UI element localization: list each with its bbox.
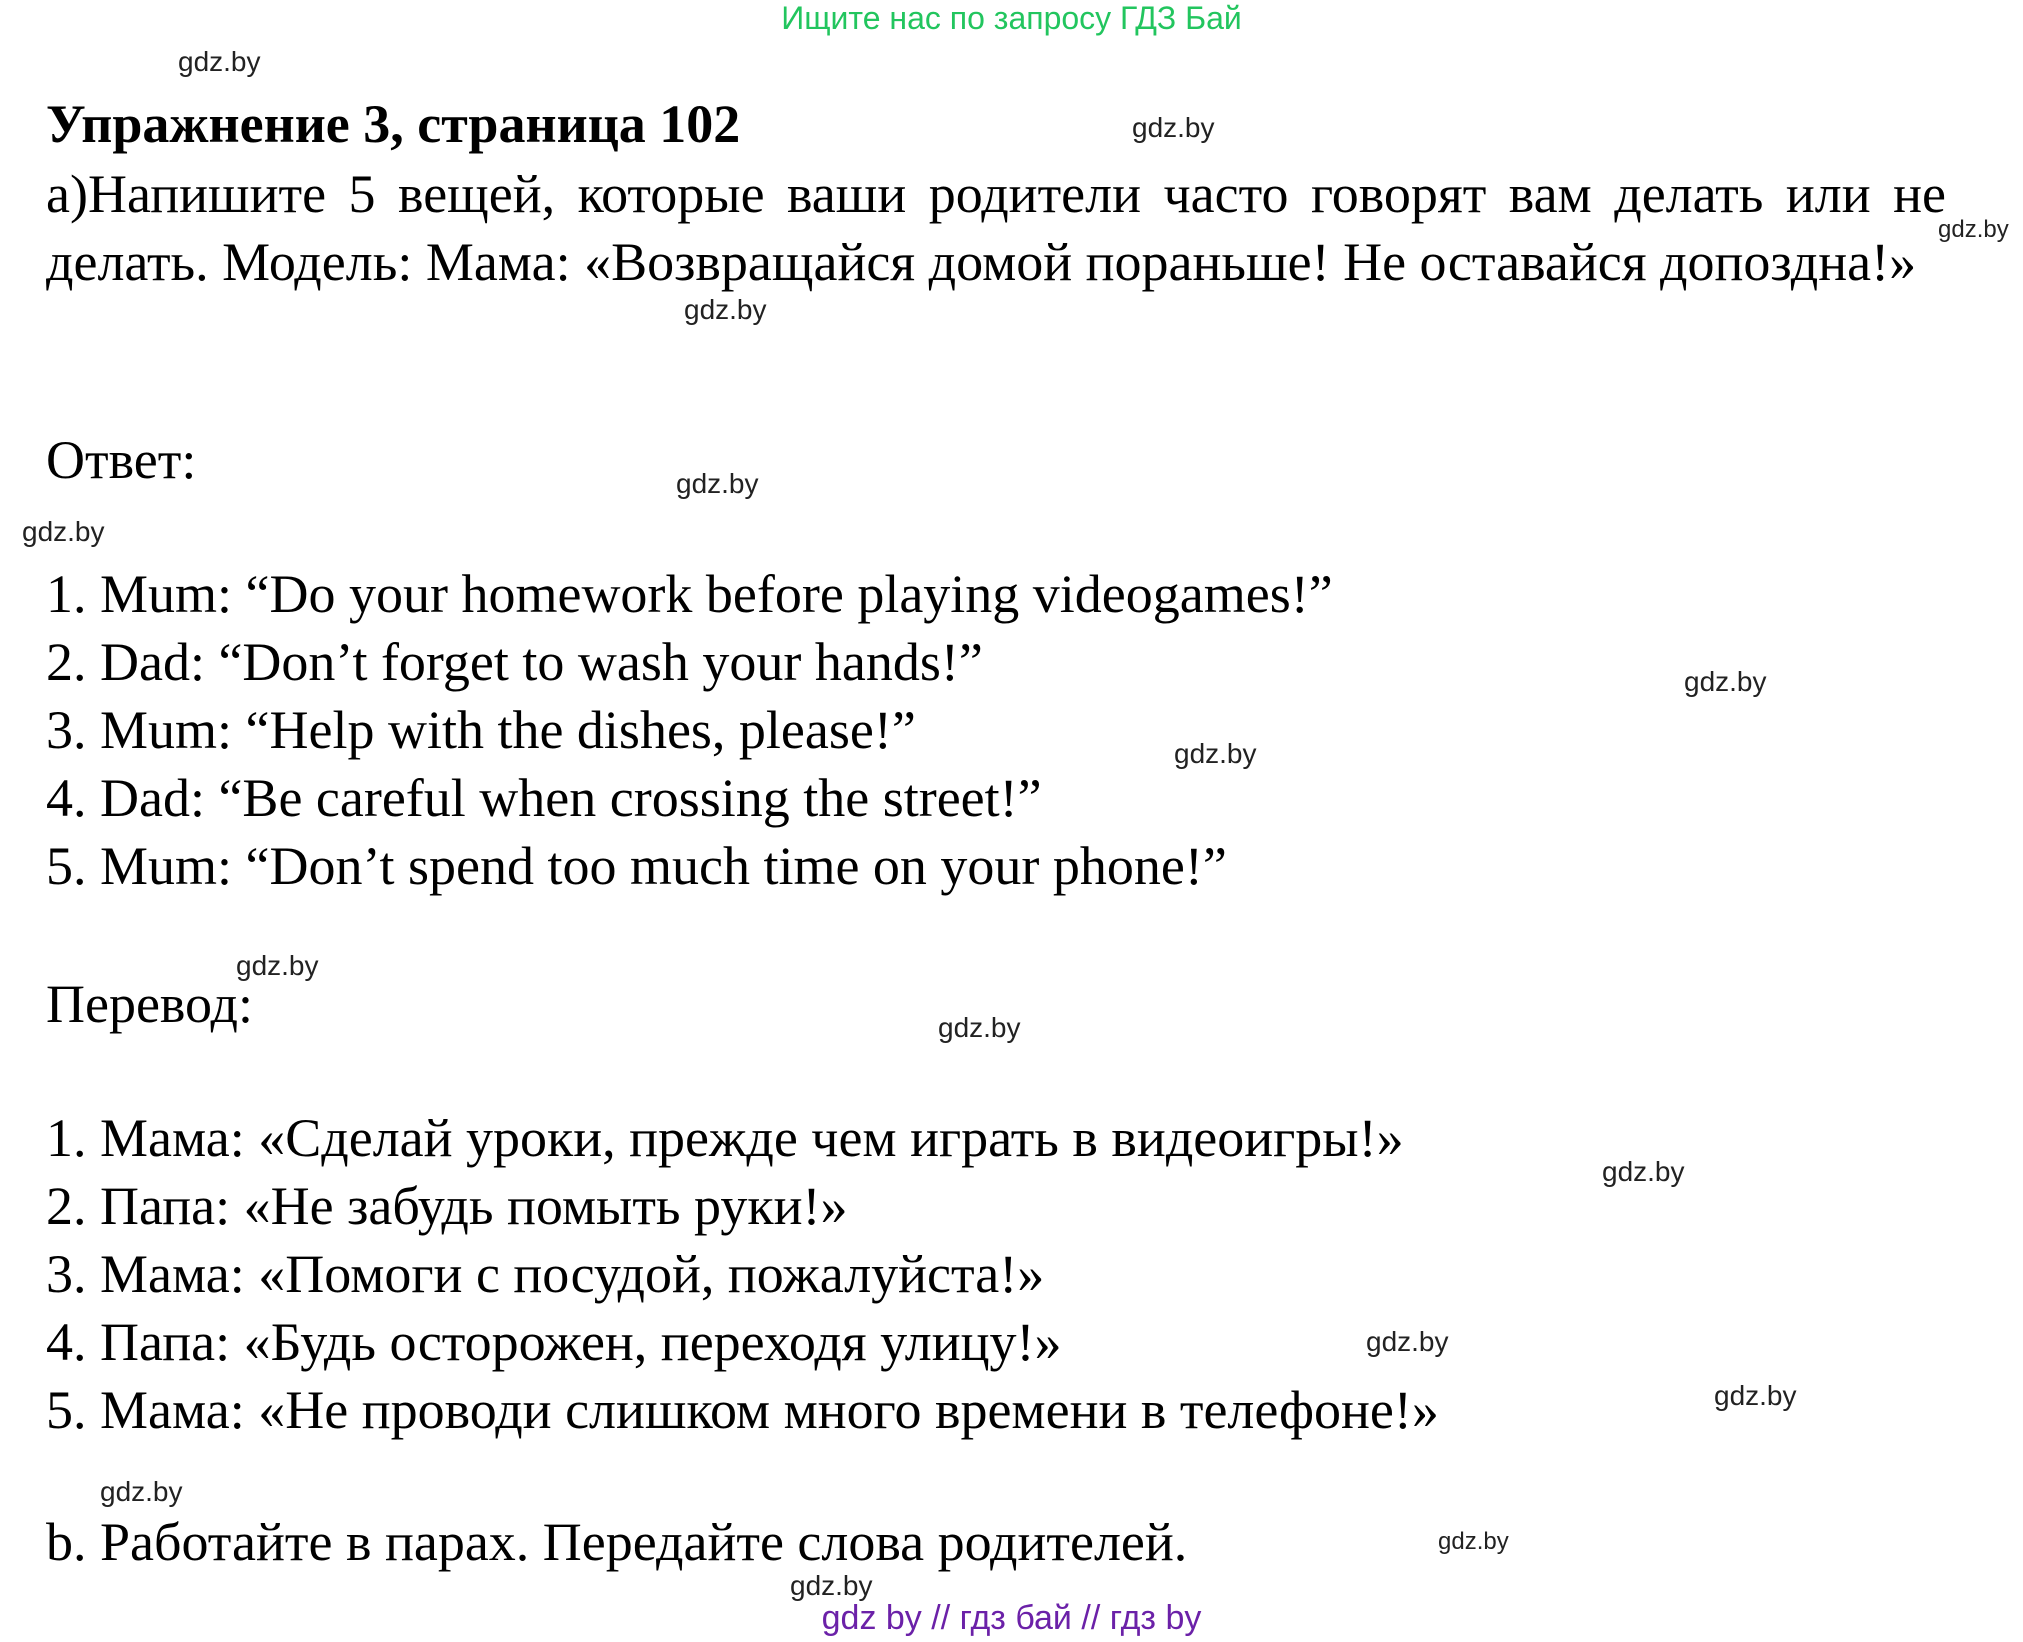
answer-heading: Ответ:	[46, 430, 197, 490]
watermark: gdz.by	[178, 46, 261, 77]
translation-item: 1. Мама: «Сделай уроки, прежде чем играть в видеоигры!»	[46, 1108, 1404, 1168]
watermark: gdz.by	[1714, 1380, 1797, 1411]
bottom-links[interactable]: gdz by // гдз бай // гдз by	[821, 1599, 1202, 1637]
translation-list	[46, 1104, 1439, 1444]
watermark: gdz.by	[22, 516, 105, 547]
answer-item: 1. Mum: “Do your homework before playing videogames!”	[46, 564, 1333, 624]
watermark: gdz.by	[1602, 1156, 1685, 1187]
watermark: gdz.by	[1174, 738, 1257, 769]
watermark: gdz.by	[684, 294, 767, 325]
watermark: gdz.by	[1938, 216, 2009, 243]
watermark: gdz.by	[1684, 666, 1767, 697]
watermark: gdz.by	[1132, 112, 1215, 143]
translation-item: 5. Мама: «Не проводи слишком много времени в телефоне!»	[46, 1380, 1439, 1440]
watermark: gdz.by	[100, 1476, 183, 1507]
watermark: gdz.by	[1438, 1528, 1509, 1555]
watermark: gdz.by	[236, 950, 319, 981]
watermark: gdz.by	[676, 468, 759, 499]
watermark: gdz.by	[1366, 1326, 1449, 1357]
translation-item: 3. Мама: «Помоги с посудой, пожалуйста!»	[46, 1244, 1045, 1304]
answer-item: 2. Dad: “Don’t forget to wash your hands!”	[46, 632, 983, 692]
task-a-text: a)Напишите 5 вещей, которые ваши родители часто говорят вам делать или не делать. Модель: Мама: «Возвращайся домой пораньше! Не оставайся допоздна!»	[46, 164, 1946, 292]
translation-heading: Перевод:	[46, 974, 253, 1034]
answer-item: 4. Dad: “Be careful when crossing the street!”	[46, 768, 1042, 828]
answer-item: 3. Mum: “Help with the dishes, please!”	[46, 700, 916, 760]
exercise-title: Упражнение 3, страница 102	[46, 94, 741, 154]
watermark: gdz.by	[790, 1570, 873, 1601]
top-banner[interactable]: Ищите нас по запросу ГДЗ Бай	[781, 0, 1242, 36]
translation-item: 4. Папа: «Будь осторожен, переходя улицу!»	[46, 1312, 1062, 1372]
answer-item: 5. Mum: “Don’t spend too much time on your phone!”	[46, 836, 1227, 896]
translation-item: 2. Папа: «Не забудь помыть руки!»	[46, 1176, 848, 1236]
answer-list	[46, 560, 1333, 900]
task-b-text: b. Работайте в парах. Передайте слова родителей.	[46, 1512, 1188, 1572]
watermark: gdz.by	[938, 1012, 1021, 1043]
